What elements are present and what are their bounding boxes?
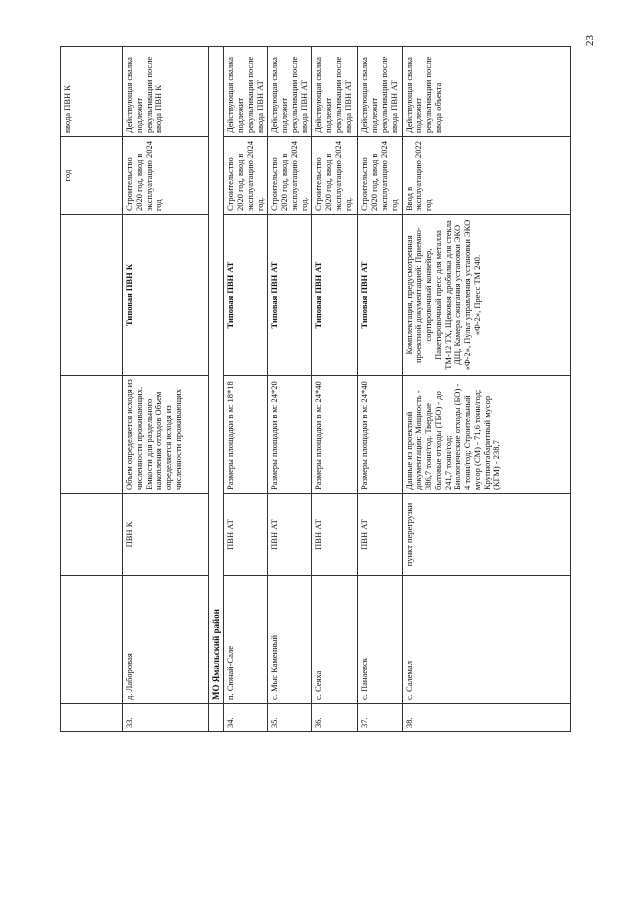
- type-cell: ПВН АТ: [312, 494, 358, 576]
- equipment-cell: Типовая ПВН К: [123, 215, 209, 376]
- period-cell: Строительство 2020 год, ввод в эксплуатацию 2024 год.: [268, 137, 312, 215]
- status-cell: Действующая свалка подлежит рекультивации после ввода объекта: [402, 47, 570, 137]
- params-cell: Размеры площадки в м: 24*40: [358, 376, 402, 494]
- table-row: [61, 47, 123, 732]
- name-cell: с. Мыс Каменный: [268, 576, 312, 704]
- type-cell: ПВН АТ: [268, 494, 312, 576]
- params-cell: Объем определяется исходя из численности проживающих. Емкости для раздельного накопления отходов Объем определяется исходя из численности проживающих: [123, 376, 209, 494]
- type-cell: ПВН АТ: [224, 494, 268, 576]
- table-row: [123, 47, 209, 732]
- equipment-cell: Комплектация, предусмотренная проектной документацией: Приемно-сортировочный конвейер, Пакетировочный пресс для металла ТМ-12 ТХ, Щековая дробилка для стекла ДЩ, Камера сжигания установки ЭКО «Ф-2», Пульт управления установки ЭКО «Ф-2», Пресс ТМ 240.: [402, 215, 570, 376]
- num-cell: 36.: [312, 704, 358, 732]
- period-cell: год: [61, 137, 123, 215]
- status-cell: ввода ПВН К: [61, 47, 123, 137]
- status-cell: Действующая свалка подлежит рекультивации после ввода ПВН К: [123, 47, 209, 137]
- equipment-cell: Типовая ПВН АТ: [268, 215, 312, 376]
- region-label: МО Ямальский район: [209, 47, 224, 704]
- table-row: [402, 47, 570, 732]
- params-cell: Размеры площадки в м: 18*18: [224, 376, 268, 494]
- type-cell: ПВН К: [123, 494, 209, 576]
- name-cell: с. Панаевск: [358, 576, 402, 704]
- equipment-cell: Типовая ПВН АТ: [358, 215, 402, 376]
- num-cell: 34.: [224, 704, 268, 732]
- params-cell: Размеры площадки в м: 24*40: [312, 376, 358, 494]
- num-cell: 38.: [402, 704, 570, 732]
- period-cell: Строительство 2020 год, ввод в эксплуатацию 2024 год.: [224, 137, 268, 215]
- table-row: [358, 47, 402, 732]
- name-cell: с. Сеяха: [312, 576, 358, 704]
- period-cell: Строительство 2020 год, ввод в эксплуатацию 2024 год.: [312, 137, 358, 215]
- type-cell: ПВН АТ: [358, 494, 402, 576]
- equipment-cell: Типовая ПВН АТ: [224, 215, 268, 376]
- table-row: [224, 47, 268, 732]
- table-row: [209, 47, 224, 732]
- params-cell: Данные из проектной документации: Мощность - 386,7 тонн/год. Твердые бытовые отходы (ТБО) - до 241,7 тонн/год; Биологические отходы (БО) - 4 тонн/год; Строительный мусор (СМ) - 71,6 тонн/год; Крупногабаритный мусор (КГМ) - 238,7: [402, 376, 570, 494]
- rotated-table-wrapper: [60, 47, 580, 732]
- num-cell: 37.: [358, 704, 402, 732]
- status-cell: Действующая свалка подлежит рекультивации после ввода ПВН АТ: [224, 47, 268, 137]
- facilities-table: [60, 46, 571, 732]
- name-cell: с. Салемал: [402, 576, 570, 704]
- period-cell: Ввод в эксплуатацию 2022 год: [402, 137, 570, 215]
- period-cell: Строительство 2020 год, ввод в эксплуатацию 2024 год: [358, 137, 402, 215]
- type-cell: пункт перегрузки: [402, 494, 570, 576]
- status-cell: Действующая свалка подлежит рекультивации после ввода ПВН АТ: [312, 47, 358, 137]
- name-cell: д. Лаборовая: [123, 576, 209, 704]
- status-cell: Действующая свалка подлежит рекультивации после ввода ПВН АТ: [358, 47, 402, 137]
- page-number: 23: [584, 35, 596, 46]
- params-cell: Размеры площадки в м: 24*20: [268, 376, 312, 494]
- period-cell: Строительство 2020 год, ввод в эксплуатацию 2024 год: [123, 137, 209, 215]
- name-cell: п. Сюнай-Сале: [224, 576, 268, 704]
- status-cell: Действующая свалка подлежит рекультивации после ввода ПВН АТ: [268, 47, 312, 137]
- num-cell: 33.: [123, 704, 209, 732]
- table-row: [312, 47, 358, 732]
- equipment-cell: Типовая ПВН АТ: [312, 215, 358, 376]
- num-cell: 35.: [268, 704, 312, 732]
- table-row: [268, 47, 312, 732]
